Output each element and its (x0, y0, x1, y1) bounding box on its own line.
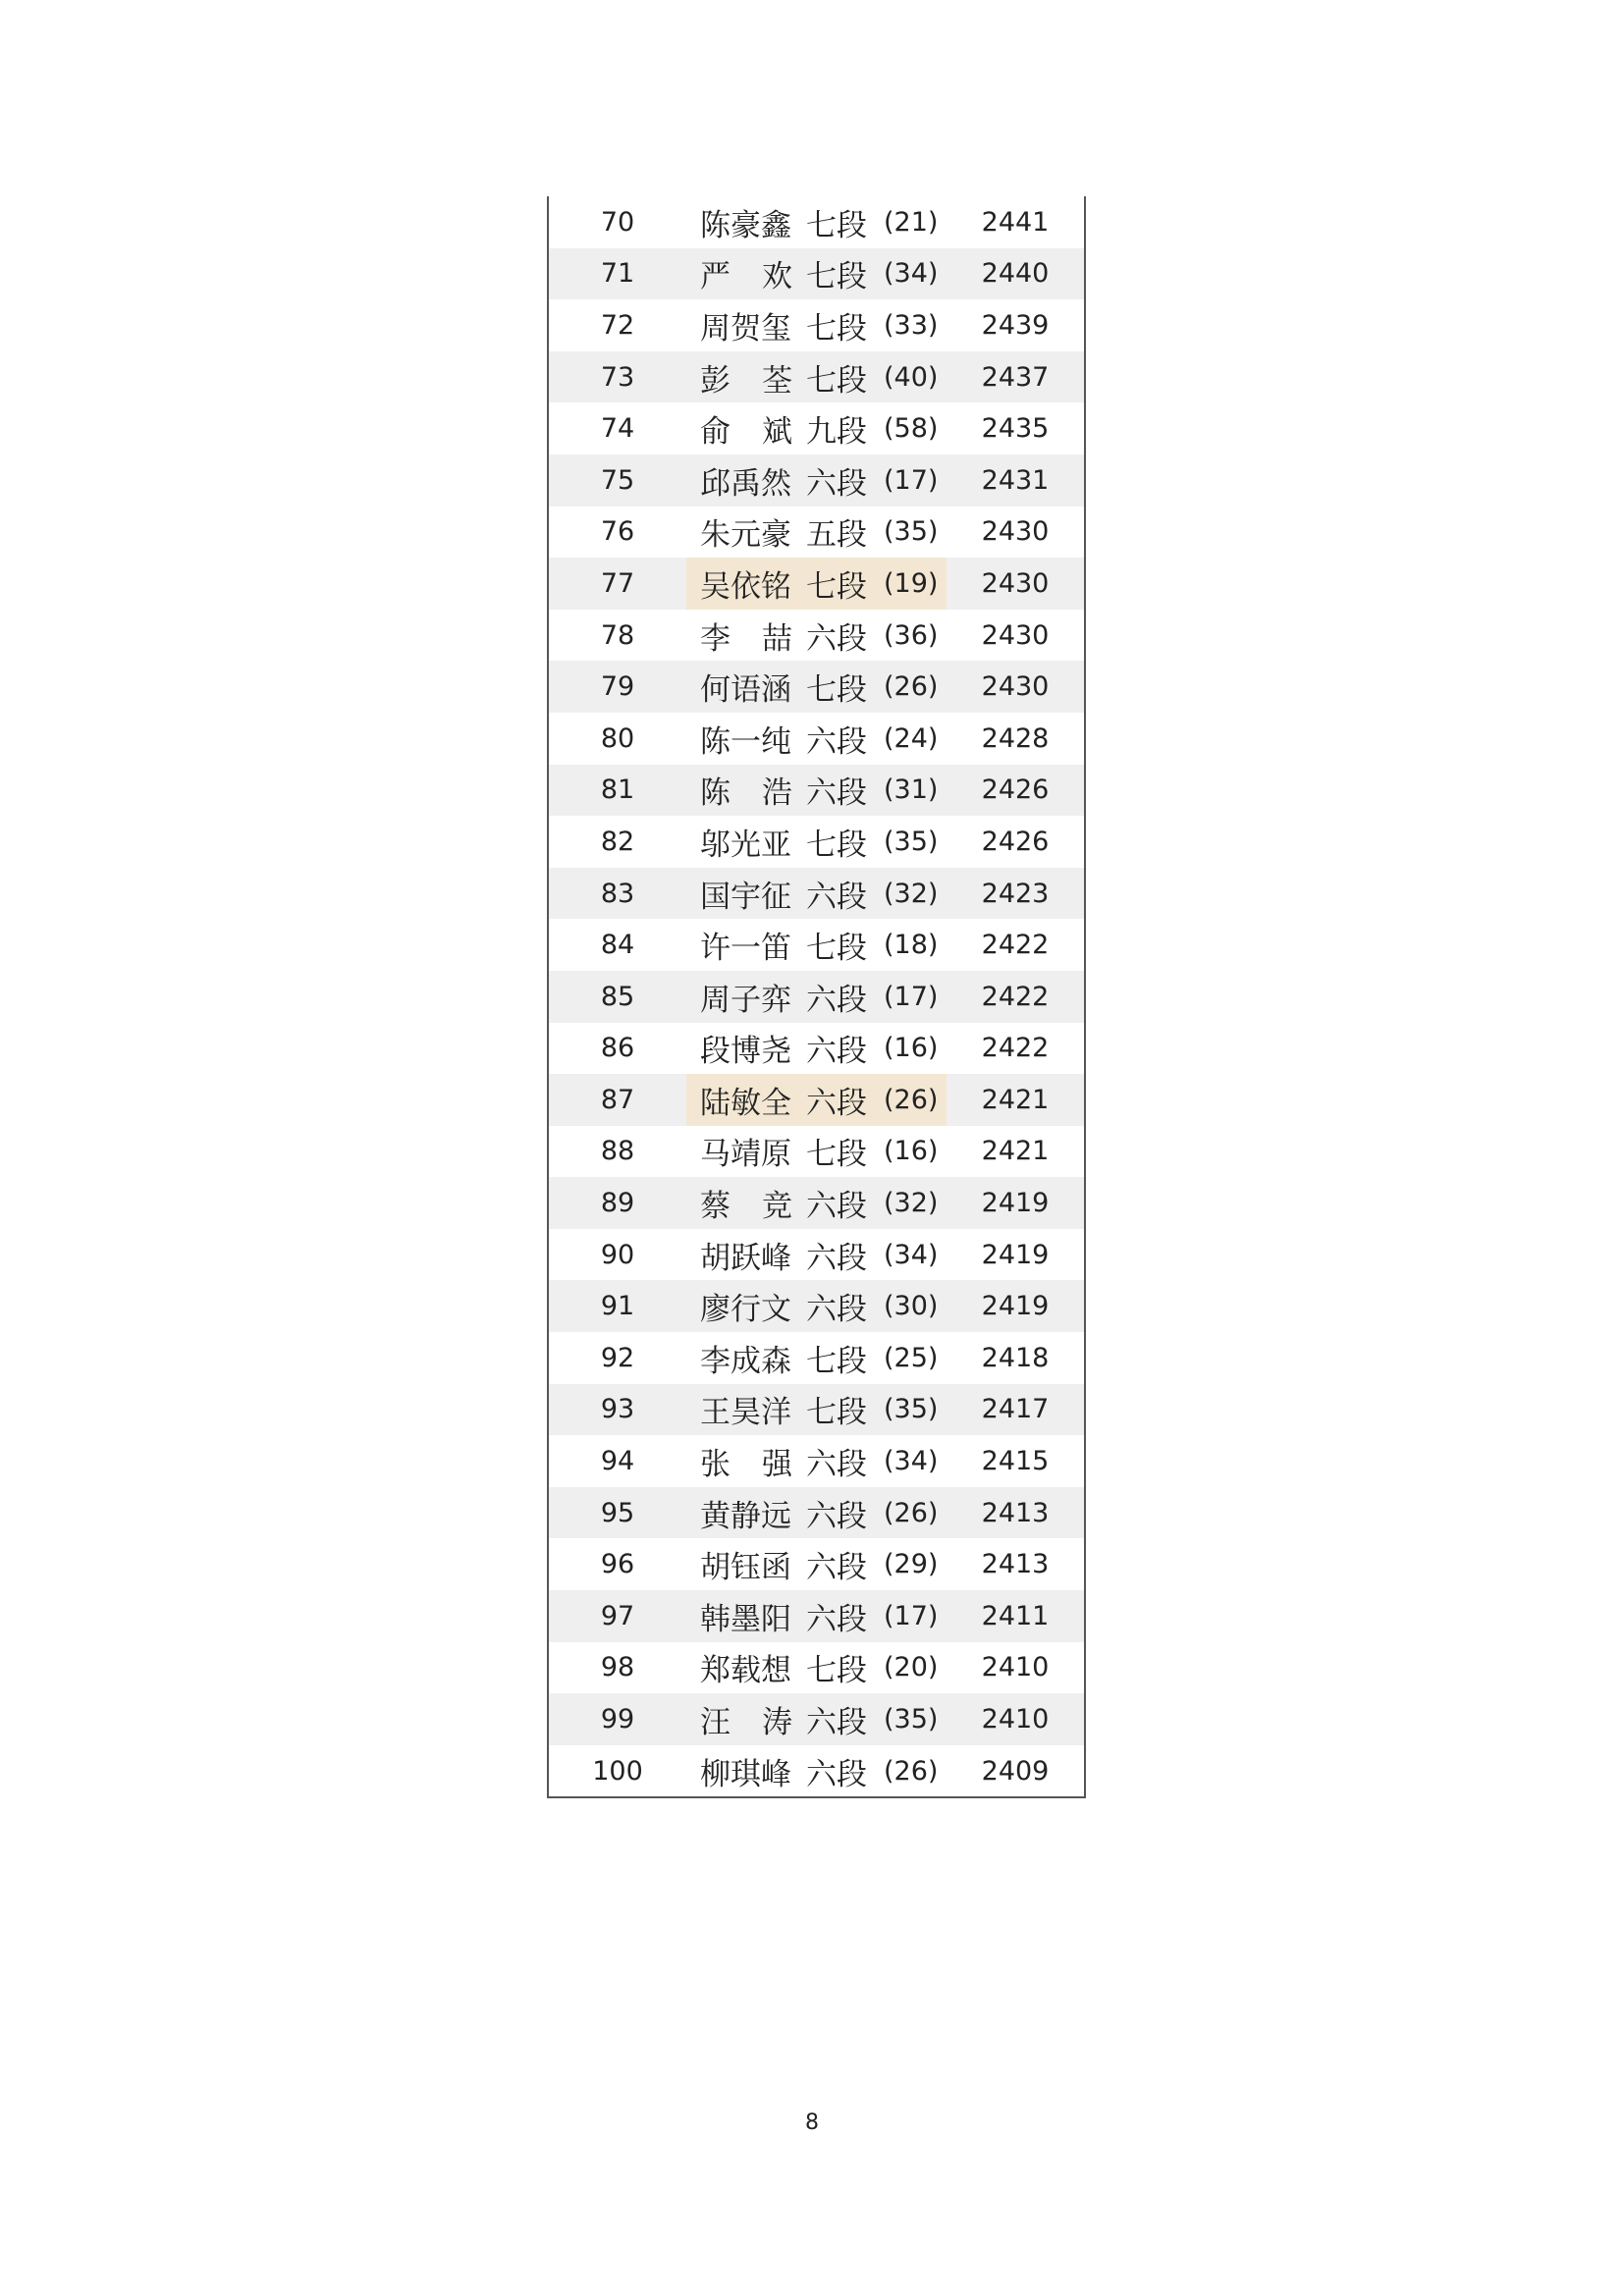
table-row (549, 248, 1084, 300)
table-row (549, 816, 1084, 868)
table-row (549, 610, 1084, 662)
dan-rank: 七段 (806, 1653, 867, 1689)
rank-cell: 91 (600, 1291, 635, 1322)
player-name (700, 1590, 792, 1642)
rank-cell: 95 (600, 1497, 635, 1528)
player-cell (686, 1590, 947, 1642)
rank-cell: 73 (600, 361, 635, 393)
dan-rank: 六段 (806, 1034, 867, 1070)
player-name-part: 韩墨阳 (700, 1601, 791, 1637)
dan-rank: 七段 (806, 310, 867, 347)
player-cell (686, 661, 947, 713)
player-name-part: 欢 (762, 259, 792, 295)
rank-cell: 87 (600, 1084, 635, 1115)
player-age: (35) (884, 826, 939, 857)
player-name-part: 李成森 (700, 1343, 791, 1379)
player-age: (18) (884, 930, 939, 961)
table-row (549, 1745, 1084, 1797)
dan-rank: 六段 (806, 1601, 867, 1637)
player-name (700, 248, 792, 300)
player-name (700, 1538, 792, 1590)
ranking-table (547, 196, 1086, 1798)
table-row (549, 1023, 1084, 1075)
table-row (549, 661, 1084, 713)
rating-cell: 2430 (981, 516, 1050, 548)
player-name-part: 蔡 (700, 1189, 731, 1225)
player-name-part: 李 (700, 620, 731, 657)
player-name-part: 周子弈 (700, 982, 791, 1018)
player-name (700, 610, 792, 662)
rating-cell: 2437 (981, 361, 1050, 393)
player-name-part: 马靖原 (700, 1137, 791, 1173)
player-age: (26) (884, 671, 939, 703)
player-cell (686, 1023, 947, 1075)
rank-cell: 82 (600, 826, 635, 857)
player-name (700, 713, 792, 765)
player-name-part: 朱元豪 (700, 517, 791, 554)
player-name (700, 1074, 792, 1126)
player-name-part: 张 (700, 1447, 731, 1483)
dan-rank: 六段 (806, 879, 867, 915)
player-age: (31) (884, 774, 939, 806)
rating-cell: 2419 (981, 1188, 1050, 1219)
player-age: (34) (884, 1239, 939, 1270)
player-name-part: 汪 (700, 1705, 731, 1741)
table-row (549, 868, 1084, 920)
rank-cell: 80 (600, 722, 635, 754)
player-age: (26) (884, 1755, 939, 1787)
dan-rank: 六段 (806, 1550, 867, 1586)
dan-rank: 七段 (806, 1395, 867, 1431)
player-age: (20) (884, 1652, 939, 1683)
player-name (700, 1280, 792, 1332)
player-name (700, 1384, 792, 1436)
dan-rank: 六段 (806, 775, 867, 812)
player-cell (686, 1384, 947, 1436)
player-name (700, 1745, 792, 1797)
table-row (549, 1538, 1084, 1590)
player-cell (686, 1280, 947, 1332)
rating-cell: 2421 (981, 1136, 1050, 1167)
table-row (549, 713, 1084, 765)
player-name (700, 299, 792, 351)
rank-cell: 90 (600, 1239, 635, 1270)
rating-cell: 2431 (981, 464, 1050, 496)
dan-rank: 五段 (806, 517, 867, 554)
table-row (549, 1642, 1084, 1694)
dan-rank: 六段 (806, 1292, 867, 1328)
player-cell (686, 351, 947, 403)
table-row (549, 1126, 1084, 1178)
table-row (549, 507, 1084, 559)
player-name (700, 1126, 792, 1178)
table-row (549, 196, 1084, 248)
rating-cell: 2410 (981, 1652, 1050, 1683)
dan-rank: 六段 (806, 620, 867, 657)
rating-cell: 2411 (981, 1600, 1050, 1631)
player-name (700, 1693, 792, 1745)
rating-cell: 2413 (981, 1549, 1050, 1580)
player-name (700, 351, 792, 403)
player-cell (686, 507, 947, 559)
table-row (549, 765, 1084, 817)
player-name-part: 许一笛 (700, 931, 791, 967)
player-name-part: 俞 (700, 414, 731, 451)
dan-rank: 六段 (806, 1756, 867, 1792)
player-age: (30) (884, 1291, 939, 1322)
dan-rank: 九段 (806, 414, 867, 451)
player-age: (36) (884, 619, 939, 651)
rating-cell: 2430 (981, 671, 1050, 703)
player-name (700, 868, 792, 920)
player-name-part: 柳琪峰 (700, 1756, 791, 1792)
player-age: (35) (884, 1394, 939, 1425)
player-cell (686, 816, 947, 868)
rating-cell: 2417 (981, 1394, 1050, 1425)
player-name (700, 1177, 792, 1229)
dan-rank: 六段 (806, 1498, 867, 1534)
rating-cell: 2428 (981, 722, 1050, 754)
player-name (700, 1229, 792, 1281)
player-cell (686, 1642, 947, 1694)
rank-cell: 99 (600, 1704, 635, 1735)
table-row (549, 1074, 1084, 1126)
player-cell (686, 1435, 947, 1487)
table-row (549, 1693, 1084, 1745)
player-cell (686, 868, 947, 920)
player-name (700, 1487, 792, 1539)
table-row (549, 558, 1084, 610)
player-name (700, 402, 792, 454)
table-row (549, 1280, 1084, 1332)
table-row (549, 351, 1084, 403)
player-age: (17) (884, 464, 939, 496)
player-name-part: 陈一纯 (700, 723, 791, 760)
player-age: (26) (884, 1497, 939, 1528)
player-cell (686, 1332, 947, 1384)
page-number: 8 (805, 2110, 819, 2135)
dan-rank: 六段 (806, 1705, 867, 1741)
rank-cell: 77 (600, 567, 635, 599)
player-age: (26) (884, 1084, 939, 1115)
player-cell (686, 1177, 947, 1229)
player-name (700, 1023, 792, 1075)
table-row (549, 919, 1084, 971)
player-name (700, 1332, 792, 1384)
table-row (549, 1590, 1084, 1642)
table-row (549, 454, 1084, 507)
rank-cell: 93 (600, 1394, 635, 1425)
player-cell (686, 1487, 947, 1539)
player-name-part: 强 (762, 1447, 792, 1483)
player-age: (16) (884, 1136, 939, 1167)
rating-cell: 2441 (981, 206, 1050, 238)
player-name-part: 吴依铭 (700, 568, 791, 605)
player-name-part: 陈豪鑫 (700, 207, 791, 243)
player-name-part: 邱禹然 (700, 465, 791, 502)
player-name (700, 558, 792, 610)
table-row (549, 1332, 1084, 1384)
table-row (549, 1487, 1084, 1539)
rating-cell: 2435 (981, 413, 1050, 445)
player-name-part: 陈 (700, 775, 731, 812)
dan-rank: 七段 (806, 362, 867, 399)
rating-cell: 2423 (981, 878, 1050, 909)
rank-cell: 89 (600, 1188, 635, 1219)
player-cell (686, 1229, 947, 1281)
player-age: (17) (884, 1600, 939, 1631)
player-age: (29) (884, 1549, 939, 1580)
player-name-part: 廖行文 (700, 1292, 791, 1328)
rank-cell: 85 (600, 981, 635, 1012)
rating-cell: 2426 (981, 774, 1050, 806)
player-name-part: 黄静远 (700, 1498, 791, 1534)
player-name-part: 段博尧 (700, 1034, 791, 1070)
player-name-part: 浩 (762, 775, 792, 812)
player-name (700, 971, 792, 1023)
rating-cell: 2422 (981, 1033, 1050, 1064)
rank-cell: 74 (600, 413, 635, 445)
rating-cell: 2413 (981, 1497, 1050, 1528)
player-name-part: 斌 (762, 414, 792, 451)
player-age: (58) (884, 413, 939, 445)
rank-cell: 84 (600, 930, 635, 961)
player-age: (33) (884, 309, 939, 341)
player-cell (686, 1126, 947, 1178)
player-cell (686, 610, 947, 662)
player-name-part: 邬光亚 (700, 827, 791, 863)
player-cell (686, 402, 947, 454)
rank-cell: 70 (600, 206, 635, 238)
player-name-part: 胡跃峰 (700, 1240, 791, 1276)
rating-cell: 2410 (981, 1704, 1050, 1735)
rating-cell: 2415 (981, 1446, 1050, 1477)
player-name-part: 陆敏全 (700, 1085, 791, 1121)
player-cell (686, 1538, 947, 1590)
player-cell (686, 919, 947, 971)
dan-rank: 七段 (806, 931, 867, 967)
player-age: (24) (884, 722, 939, 754)
player-name-part: 荃 (762, 362, 792, 399)
player-age: (34) (884, 258, 939, 290)
player-age: (19) (884, 567, 939, 599)
player-cell (686, 1693, 947, 1745)
player-name-part: 涛 (762, 1705, 792, 1741)
table-row (549, 1177, 1084, 1229)
table-row (549, 1435, 1084, 1487)
rating-cell: 2421 (981, 1084, 1050, 1115)
rating-cell: 2440 (981, 258, 1050, 290)
rank-cell: 75 (600, 464, 635, 496)
player-age: (25) (884, 1342, 939, 1373)
player-age: (35) (884, 516, 939, 548)
player-age: (40) (884, 361, 939, 393)
player-name (700, 661, 792, 713)
player-cell (686, 971, 947, 1023)
table-row (549, 971, 1084, 1023)
dan-rank: 七段 (806, 1343, 867, 1379)
rank-cell: 97 (600, 1600, 635, 1631)
player-age: (17) (884, 981, 939, 1012)
rating-cell: 2422 (981, 930, 1050, 961)
rank-cell: 86 (600, 1033, 635, 1064)
player-age: (21) (884, 206, 939, 238)
player-age: (32) (884, 878, 939, 909)
rating-cell: 2422 (981, 981, 1050, 1012)
player-name-part: 彭 (700, 362, 731, 399)
player-cell (686, 558, 947, 610)
player-age: (34) (884, 1446, 939, 1477)
rank-cell: 100 (592, 1755, 643, 1787)
rank-cell: 79 (600, 671, 635, 703)
rank-cell: 94 (600, 1446, 635, 1477)
dan-rank: 六段 (806, 1085, 867, 1121)
dan-rank: 六段 (806, 723, 867, 760)
rank-cell: 98 (600, 1652, 635, 1683)
dan-rank: 六段 (806, 1447, 867, 1483)
rating-cell: 2430 (981, 619, 1050, 651)
dan-rank: 七段 (806, 207, 867, 243)
rating-cell: 2419 (981, 1291, 1050, 1322)
player-name (700, 816, 792, 868)
player-name-part: 国宇征 (700, 879, 791, 915)
rank-cell: 71 (600, 258, 635, 290)
player-name-part: 竞 (762, 1189, 792, 1225)
player-name-part: 喆 (762, 620, 792, 657)
rating-cell: 2426 (981, 826, 1050, 857)
dan-rank: 七段 (806, 568, 867, 605)
rating-cell: 2430 (981, 567, 1050, 599)
rank-cell: 96 (600, 1549, 635, 1580)
rating-cell: 2409 (981, 1755, 1050, 1787)
player-age: (35) (884, 1704, 939, 1735)
rating-cell: 2439 (981, 309, 1050, 341)
rank-cell: 72 (600, 309, 635, 341)
player-name (700, 919, 792, 971)
player-name-part: 严 (700, 259, 731, 295)
table-row (549, 299, 1084, 351)
player-name (700, 196, 792, 248)
player-name-part: 周贺玺 (700, 310, 791, 347)
player-name-part: 何语涵 (700, 672, 791, 709)
player-cell (686, 454, 947, 507)
player-cell (686, 765, 947, 817)
rank-cell: 92 (600, 1342, 635, 1373)
rank-cell: 88 (600, 1136, 635, 1167)
table-row (549, 1229, 1084, 1281)
player-cell (686, 196, 947, 248)
rating-cell: 2419 (981, 1239, 1050, 1270)
player-cell (686, 299, 947, 351)
dan-rank: 六段 (806, 1240, 867, 1276)
player-cell (686, 1745, 947, 1797)
player-name (700, 1435, 792, 1487)
player-age: (16) (884, 1033, 939, 1064)
player-age: (32) (884, 1188, 939, 1219)
table-row (549, 1384, 1084, 1436)
rating-cell: 2418 (981, 1342, 1050, 1373)
dan-rank: 六段 (806, 982, 867, 1018)
rank-cell: 78 (600, 619, 635, 651)
dan-rank: 七段 (806, 672, 867, 709)
player-cell (686, 1074, 947, 1126)
dan-rank: 六段 (806, 1189, 867, 1225)
player-cell (686, 248, 947, 300)
player-name-part: 胡钰函 (700, 1550, 791, 1586)
dan-rank: 七段 (806, 1137, 867, 1173)
player-name (700, 454, 792, 507)
rank-cell: 81 (600, 774, 635, 806)
player-cell (686, 713, 947, 765)
dan-rank: 六段 (806, 465, 867, 502)
player-name (700, 507, 792, 559)
table-row (549, 402, 1084, 454)
player-name (700, 765, 792, 817)
player-name (700, 1642, 792, 1694)
rank-cell: 83 (600, 878, 635, 909)
dan-rank: 七段 (806, 827, 867, 863)
rank-cell: 76 (600, 516, 635, 548)
player-name-part: 王昊洋 (700, 1395, 791, 1431)
dan-rank: 七段 (806, 259, 867, 295)
player-name-part: 郑载想 (700, 1653, 791, 1689)
